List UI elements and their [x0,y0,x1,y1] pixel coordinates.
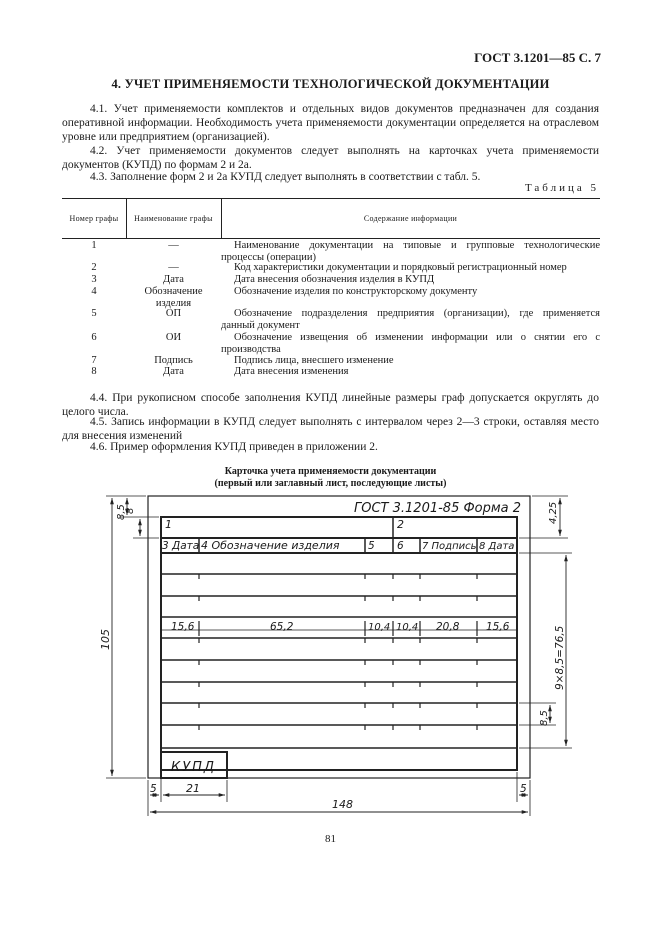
paragraph-4-1: 4.1. Учет применяемости комплектов и отдельных видов документов предназначен для создания оперативной информации. Необходимость учета применяемости документации определяется на отраслевом уровне или предприятием (организацией). [62,103,599,143]
inner-frame [161,517,517,770]
width-15-6-right: 15,6 [486,621,510,633]
row-content: Наименование документации на типовые и групповые технологические процессы (операции) [221,240,600,263]
paragraph-4-2: 4.2. Учет применяемости документов следует выполнять на карточках учета применяемости документов (КУПД) по формам 2 и 2а. [62,145,599,171]
kupd-form-drawing [0,490,661,830]
row-name: Дата [163,274,184,285]
row-num: 6 [91,332,97,343]
column-header-6: 6 [397,540,404,552]
paragraph-4-4: 4.4. При рукописном способе заполнения КУПД линейные размеры граф допускается округлять до целого числа. [62,392,599,418]
row-name: Дата [163,366,184,377]
row-content: Обозначение извещения об изменении информации или о снятии его с производства [221,332,600,355]
row-content: Обозначение изделия по конструкторскому документу [234,286,478,297]
paragraph-4-5: 4.5. Запись информации в КУПД следует выполнять с интервалом через 2—3 строки, оставляя место для внесения изменений [62,416,599,442]
row-num: 5 [91,308,97,319]
column-header-5: 5 [368,540,375,552]
column-header-4: 4 Обозначение изделия [201,539,340,552]
table-header-name: Наименование графы [134,213,213,223]
row-num: 4 [91,286,97,297]
width-10-4-b: 10,4 [396,622,419,633]
row-num: 3 [91,274,97,285]
dim-8-5-right: 8,5 [539,710,550,726]
column-header-7: 7 Подпись [422,541,477,552]
row-content: Код характеристики документации и порядковый регистрационный номер [234,262,567,273]
table-header-num: Номер графы [69,213,119,223]
width-65-2: 65,2 [270,621,294,633]
table-header-content: Содержание информации [363,213,458,223]
column-header-3: 3 Дата [162,540,200,552]
dim-5-right: 5 [520,783,527,795]
column-header-8: 8 Дата [479,541,515,552]
figure-caption-title: Карточка учета применяемости документации [224,466,437,477]
row-content: Дата внесения обозначения изделия в КУПД [234,274,435,285]
row-name: ОИ [165,332,182,343]
table-header-rule [62,238,600,239]
kupd-stamp-label: КУПД [171,760,217,775]
row-num: 2 [91,262,97,273]
row-name: ОП [165,308,182,319]
row-num: 8 [91,366,97,377]
width-15-6-left: 15,6 [171,621,195,633]
row-num: 7 [91,355,97,366]
width-10-4-a: 10,4 [368,622,391,633]
row-name: Обозначение изделия [144,286,203,309]
dim-8-top: 8 [125,507,136,514]
figure-caption-subtitle: (первый или заглавный лист, последующие листы) [214,478,447,489]
paragraph-4-3: 4.3. Заполнение форм 2 и 2а КУПД следует выполнять в соответствии с табл. 5. [90,171,481,183]
dim-148: 148 [332,798,353,811]
dim-4-25: 4,25 [548,501,559,524]
row-name: — [168,262,179,273]
dim-8-5-top: 8,5 [116,504,127,520]
dim-21: 21 [186,782,200,795]
row-name: Подпись [154,355,193,366]
field-1-label: 1 [165,518,172,531]
field-2-label: 2 [397,518,404,531]
page-header: ГОСТ 3.1201—85 С. 7 [474,50,601,65]
table-caption: Таблица 5 [524,182,599,194]
paragraph-4-6: 4.6. Пример оформления КУПД приведен в приложении 2. [90,441,378,453]
dim-105: 105 [99,629,112,650]
dim-rows-total: 9×8,5=76,5 [554,625,566,690]
row-content: Подпись лица, внесшего изменение [234,355,394,366]
width-20-8: 20,8 [436,621,460,633]
row-num: 1 [91,240,97,251]
form-label: ГОСТ 3.1201-85 Форма 2 [354,501,522,516]
row-content: Обозначение подразделения предприятия (организации), где применяется данный документ [221,308,600,331]
row-name: — [168,240,179,251]
page-number: 81 [325,833,336,845]
dim-5-left: 5 [150,783,157,795]
section-title: 4. УЧЕТ ПРИМЕНЯЕМОСТИ ТЕХНОЛОГИЧЕСКОЙ ДОКУМЕНТАЦИИ [111,77,550,91]
row-content: Дата внесения изменения [234,366,349,377]
